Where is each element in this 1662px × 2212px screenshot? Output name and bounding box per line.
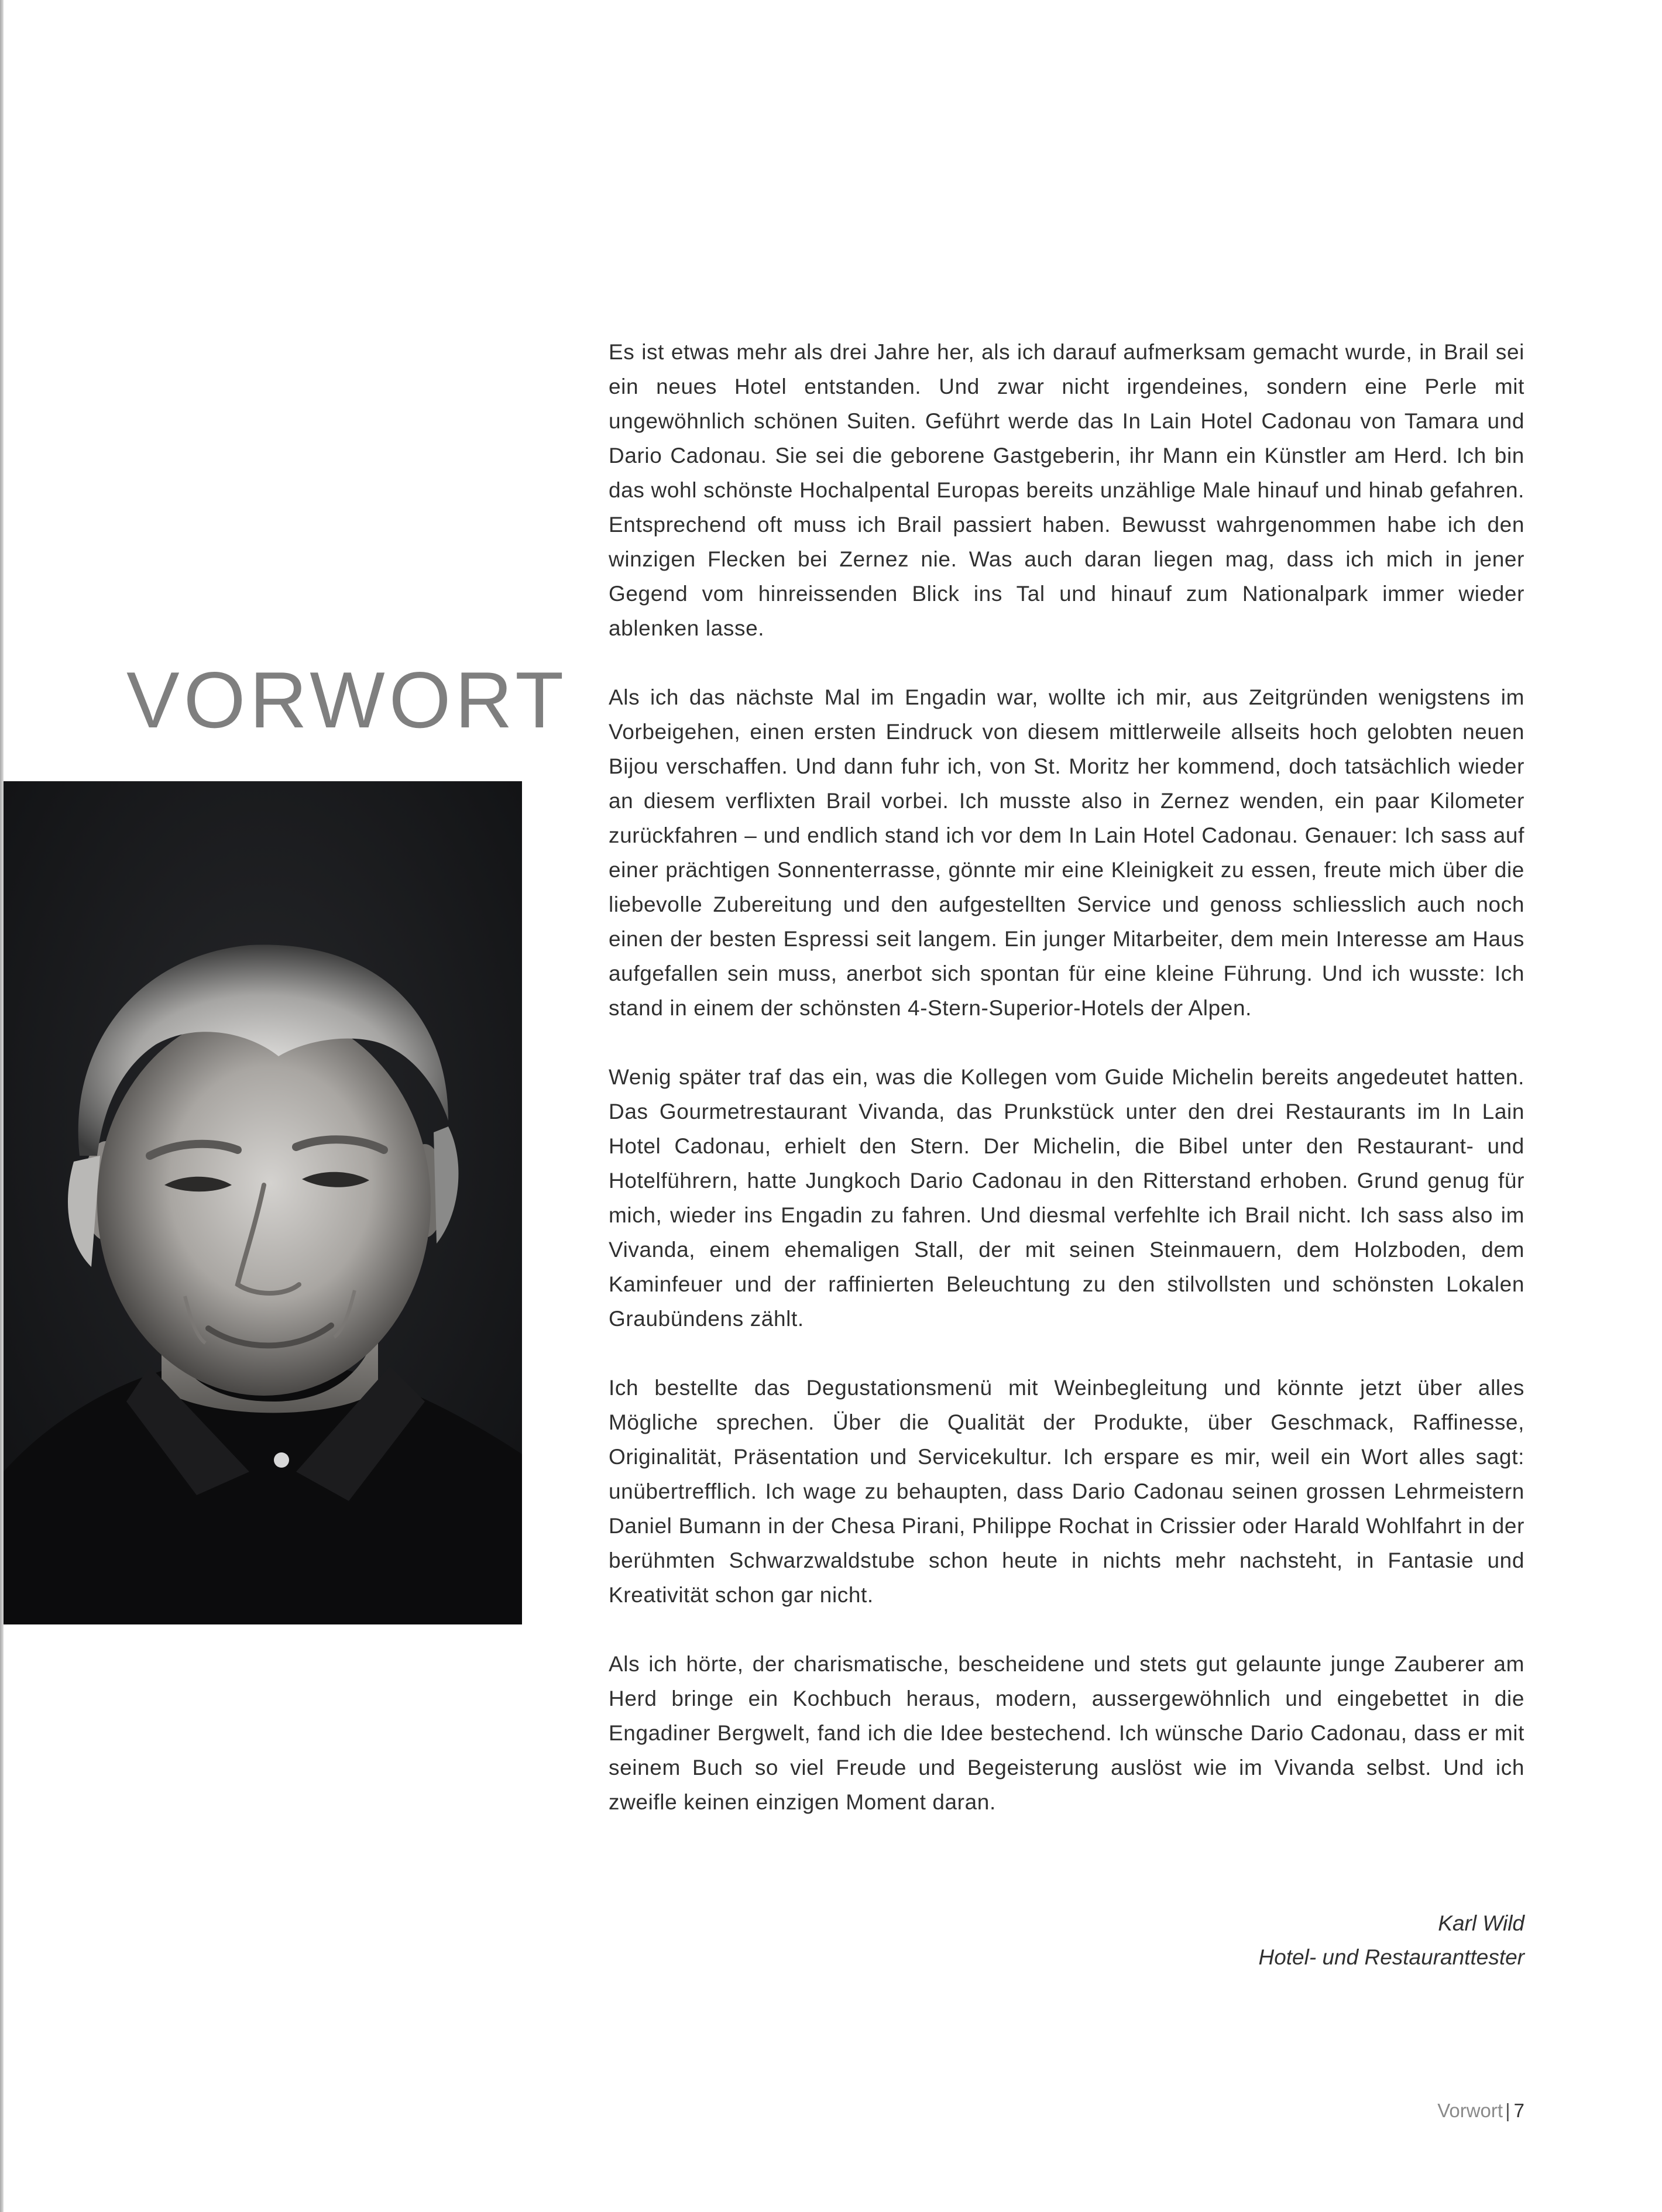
foreword-body: [609, 335, 1524, 1854]
signature-block: [936, 1907, 1524, 1974]
footer-separator: |: [1505, 2100, 1510, 2121]
paragraph: Als ich das nächste Mal im Engadin war, wollte ich mir, aus Zeitgründen wenigstens im Vorbeigehen, einen ersten Eindruck von diesem mittlerweile allseits hoch gelobten neuen Bijou verschaffen. Und dann fuhr ich, von St. Moritz her kommend, doch tatsächlich wieder an diesem verflixten Brail vorbei. Ich musste also in Zernez wenden, ein paar Kilometer zurückfahren – und endlich stand ich vor dem In Lain Hotel Cadonau. Genauer: Ich sass auf einer prächtigen Sonnenterrasse, gönnte mir eine Kleinigkeit zu essen, freute mich über die liebevolle Zubereitung und den aufgestellten Service und genoss schliesslich auch noch einen der besten Espressi seit langem. Ein junger Mitarbeiter, dem mein Interesse am Haus aufgefallen sein muss, anerbot sich spontan für eine kleine Führung. Und ich wusste: Ich stand in einem der schönsten 4-Stern-Superior-Hotels der Alpen.: [609, 685, 1524, 1020]
portrait-illustration: [4, 781, 522, 1624]
footer-section-label: Vorwort: [1437, 2100, 1503, 2121]
page-number: 7: [1513, 2100, 1524, 2121]
author-name: Karl Wild: [1438, 1911, 1524, 1935]
paragraph: Ich bestellte das Degustationsmenü mit Weinbegleitung und könnte jetzt über alles Mögliche sprechen. Über die Qualität der Produkte, über Geschmack, Raffinesse, Originalität, Präsentation und Servicekultur. Ich erspare es mir, weil ein Wort alles sagt: unübertrefflich. Ich wage zu behaupten, dass Dario Cadonau seinen grossen Lehrmeistern Daniel Bumann in der Chesa Pirani, Philippe Rochat in Crissier oder Harald Wohlfahrt in der berühmten Schwarzwaldstube schon heute in nichts mehr nachsteht, in Fantasie und Kreativität schon gar nicht.: [609, 1376, 1524, 1607]
paragraph: Wenig später traf das ein, was die Kollegen vom Guide Michelin bereits angedeutet hatten. Das Gourmetrestaurant Vivanda, das Prunkstück unter den drei Restaurants im In Lain Hotel Cadonau, erhielt den Stern. Der Michelin, die Bibel unter den Restaurant- und Hotelführern, hatte Jungkoch Dario Cadonau in den Ritterstand erhoben. Grund genug für mich, wieder ins Engadin zu fahren. Und diesmal verfehlte ich Brail nicht. Ich sass also im Vivanda, einem ehemaligen Stall, der mit seinen Steinmauern, dem Holzboden, dem Kaminfeuer und der raffinierten Beleuchtung zu den stilvollsten und schönsten Lokalen Graubündens zählt.: [609, 1065, 1524, 1331]
page-title: VORWORT: [126, 655, 568, 744]
author-portrait-photo: [4, 781, 522, 1624]
paragraph: Als ich hörte, der charismatische, bescheidene und stets gut gelaunte junge Zauberer am Herd bringe ein Kochbuch heraus, modern, aussergewöhnlich und eingebettet in die Engadiner Bergwelt, fand ich die Idee bestechend. Ich wünsche Dario Cadonau, dass er mit seinem Buch so viel Freude und Begeisterung auslöst wie im Vivanda selbst. Und ich zweifle keinen einzigen Moment daran.: [609, 1652, 1524, 1814]
author-title: Hotel- und Restauranttester: [1258, 1945, 1524, 1969]
paragraph: Es ist etwas mehr als drei Jahre her, als ich darauf aufmerksam gemacht wurde, in Brail sei ein neues Hotel entstanden. Und zwar nicht irgendeines, sondern eine Perle mit ungewöhnlich schönen Suiten. Geführt werde das In Lain Hotel Cadonau von Tamara und Dario Cadonau. Sie sei die geborene Gastgeberin, ihr Mann ein Künstler am Herd. Ich bin das wohl schönste Hochalpental Europas bereits unzählige Male hinauf und hinab gefahren. Entsprechend oft muss ich Brail passiert haben. Bewusst wahrgenommen habe ich den winzigen Flecken bei Zernez nie. Was auch daran liegen mag, dass ich mich in jener Gegend vom hinreissenden Blick ins Tal und hinauf zum Nationalpark immer wieder ablenken lasse.: [609, 340, 1524, 640]
page-footer: [1287, 2100, 1524, 2122]
